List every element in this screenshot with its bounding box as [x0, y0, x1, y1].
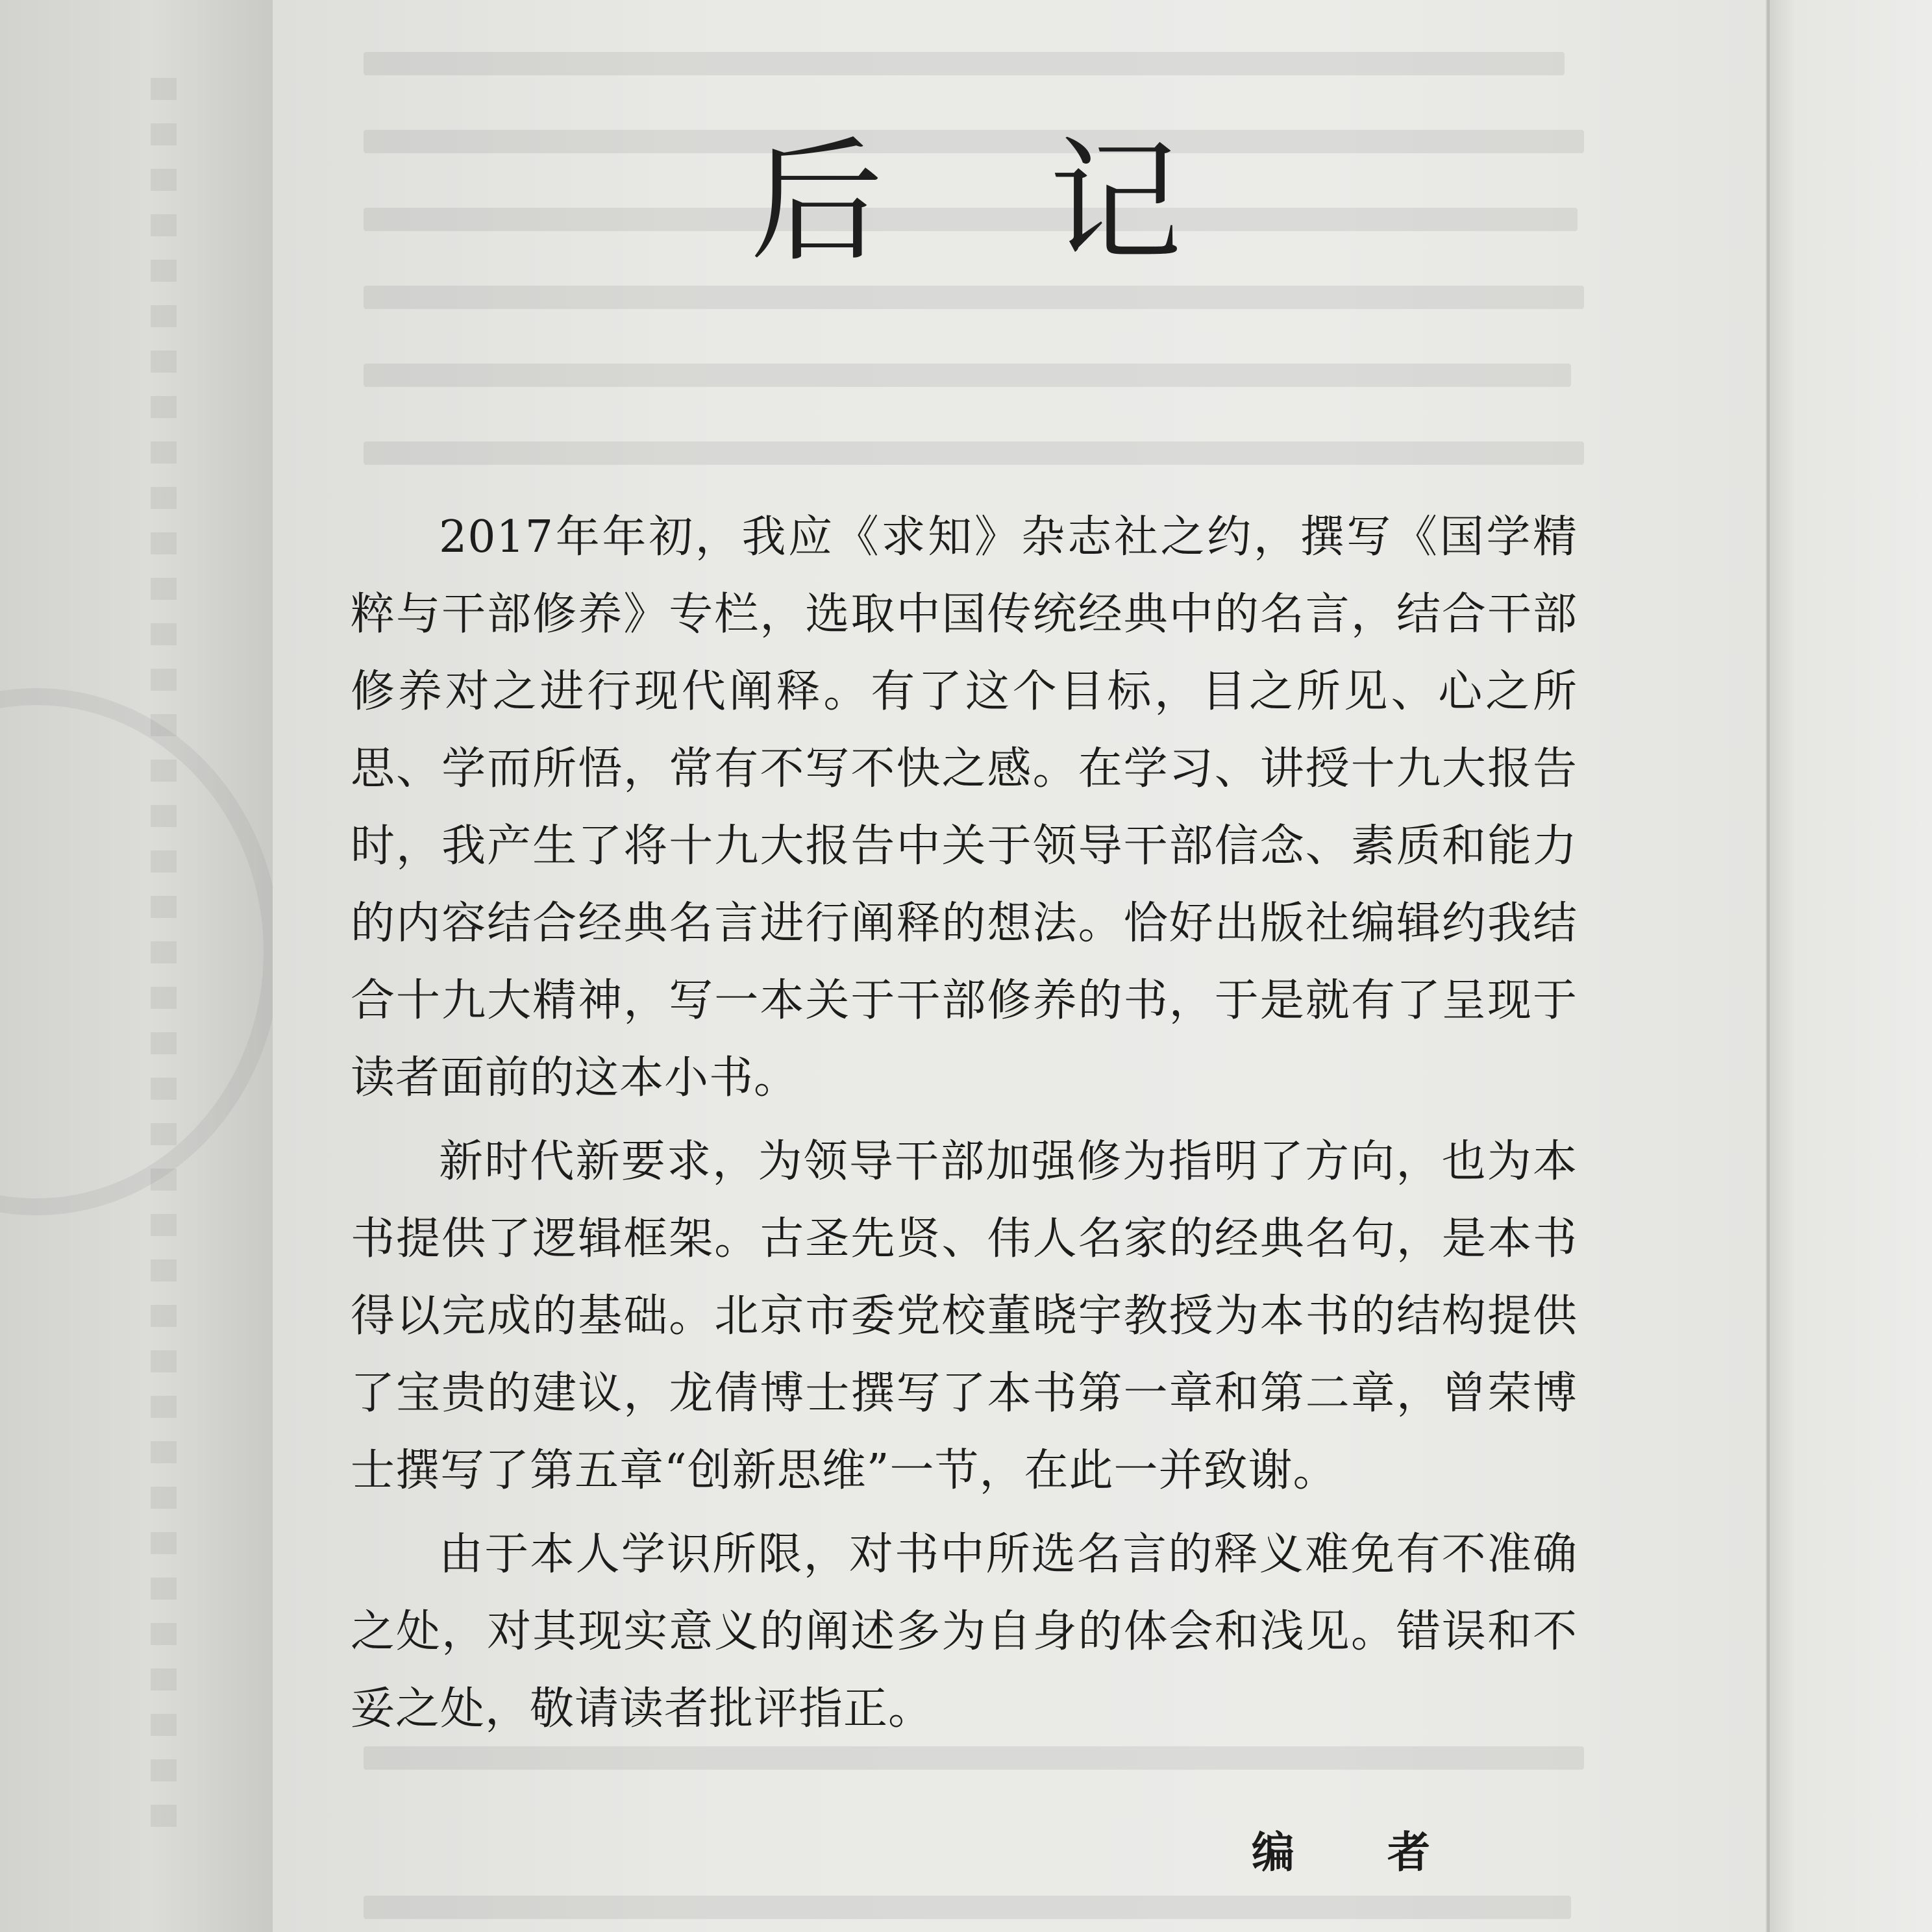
paragraph-3: 由于本人学识所限，对书中所选名言的释义难免有不准确之处，对其现实意义的阐述多为自身的体会和浅见。错误和不妥之处，敬请读者批评指正。 [351, 1529, 1578, 1735]
paragraph-2: 新时代新要求，为领导干部加强修为指明了方向，也为本书提供了逻辑框架。古圣先贤、伟人名家的经典名句，是本书得以完成的基础。北京市委党校董晓宇教授为本书的结构提供了宝贵的建议，龙倩博士撰写了本书第一章和第二章，曾荣博士撰写了第五章“创新思维”一节，在此一并致谢。 [351, 1136, 1578, 1496]
next-page-edge [1766, 0, 1932, 1932]
page-edge-line [1767, 0, 1770, 1932]
bleed-through-line [364, 52, 1565, 75]
paragraph-1: 2017年年初，我应《求知》杂志社之约，撰写《国学精粹与干部修养》专栏，选取中国传统经典中的名言，结合干部修养对之进行现代阐释。有了这个目标，目之所见、心之所思、学而所悟，常有不写不快之感。在学习、讲授十九大报告时，我产生了将十九大报告中关于领导干部信念、素质和能力的内容结合经典名言进行阐释的想法。恰好出版社编辑约我结合十九大精神，写一本关于干部修养的书，于是就有了呈现于读者面前的这本小书。 [351, 512, 1578, 1104]
bleed-through-line [364, 1896, 1571, 1919]
bleed-through-ornament [0, 688, 280, 1215]
bleed-through-line [364, 441, 1584, 465]
postscript-body [351, 499, 1578, 1754]
bleed-through-column [151, 78, 177, 1831]
author-signature: 编 者 [1252, 1827, 1469, 1877]
bleed-through-line [364, 364, 1571, 387]
page-title: 后 记 [750, 125, 1244, 280]
facing-page-edge [0, 0, 273, 1932]
bleed-through-line [364, 286, 1584, 309]
